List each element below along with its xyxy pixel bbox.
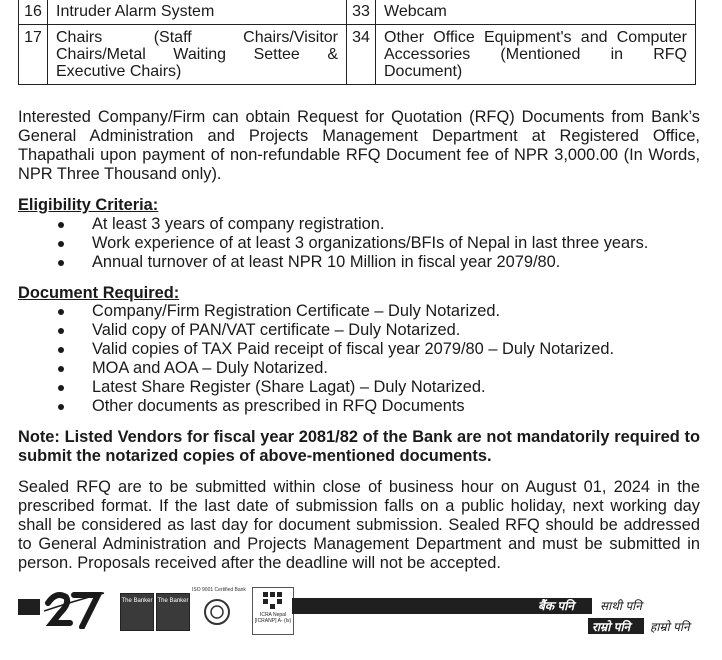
slogan-text: राम्रो पनि xyxy=(592,620,631,634)
list-item: Latest Share Register (Share Lagat) – Duly Notarized. xyxy=(18,378,698,397)
icra-caption: ICRA Nepal [ICRANP] A- (Is) xyxy=(254,612,292,624)
icra-logo-icon xyxy=(261,590,285,610)
item-description: Intruder Alarm System xyxy=(48,0,347,25)
item-description: Other Office Equipment's and Computer Accessories (Mentioned in RFQ Document) xyxy=(376,25,696,85)
submission-paragraph: Sealed RFQ are to be submitted within close of business hour on August 01, 2024 in the prescribed format. If the last date of submission falls on a public holiday, next working day shall be considered as last day for document submission. Sealed RFQ should be addressed to General Administration and Projects Management Department and must be submitted in person. Proposals received after the deadline will not be accepted. xyxy=(18,478,700,572)
note-paragraph: Note: Listed Vendors for fiscal year 2081/82 of the Bank are not mandatorily required to submit the notarized copies of above-mentioned documents. xyxy=(18,428,700,465)
item-number: 34 xyxy=(347,25,376,85)
bullet-icon xyxy=(58,385,64,391)
iso-certification-icon xyxy=(200,597,234,627)
item-description: Webcam xyxy=(376,0,696,25)
bullet-icon xyxy=(58,222,64,228)
anniversary-27-logo xyxy=(44,589,106,629)
items-table xyxy=(18,0,696,85)
eligibility-heading: Eligibility Criteria: xyxy=(18,196,159,214)
intro-paragraph: Interested Company/Firm can obtain Request for Quotation (RFQ) Documents from Bank’s General Administration and Projects Management Department at Registered Office, Thapathali upon payment of non-refundable RFQ Document fee of NPR 3,000.00 (In Words, NPR Three Thousand only). xyxy=(18,108,700,183)
table-row xyxy=(19,25,696,85)
bullet-icon xyxy=(58,260,64,266)
bullet-icon xyxy=(58,366,64,372)
list-item: Valid copies of TAX Paid receipt of fiscal year 2079/80 – Duly Notarized. xyxy=(18,340,698,359)
documents-heading: Document Required: xyxy=(18,284,180,302)
slogan-text: बैंक पनि xyxy=(538,599,574,613)
footer-square xyxy=(18,599,40,615)
bullet-icon xyxy=(58,347,64,353)
slogan-text: हाम्रो पनि xyxy=(650,620,690,634)
table-row xyxy=(19,0,696,25)
item-number: 17 xyxy=(19,25,48,85)
item-number: 33 xyxy=(347,0,376,25)
list-item: Company/Firm Registration Certificate – Duly Notarized. xyxy=(18,302,698,321)
bullet-icon xyxy=(58,241,64,247)
list-item: MOA and AOA – Duly Notarized. xyxy=(18,359,698,378)
iso-certification: ISO 9001 Certified Bank xyxy=(192,587,242,631)
documents-list xyxy=(18,302,698,416)
list-item: At least 3 years of company registration. xyxy=(18,215,698,234)
footer-banner xyxy=(0,585,722,660)
slogan-text: साथी पनि xyxy=(600,599,642,613)
bullet-icon xyxy=(58,328,64,334)
eligibility-list xyxy=(18,215,698,272)
banker-award-badge: The Banker xyxy=(120,593,154,631)
list-item: Valid copy of PAN/VAT certificate – Duly Notarized. xyxy=(18,321,698,340)
list-item: Annual turnover of at least NPR 10 Million in fiscal year 2079/80. xyxy=(18,253,698,272)
icra-rating-badge xyxy=(252,587,294,635)
bullet-icon xyxy=(58,309,64,315)
banker-award-badge: The Banker xyxy=(156,593,190,631)
item-number: 16 xyxy=(19,0,48,25)
bullet-icon xyxy=(58,404,64,410)
item-description: Chairs (Staff Chairs/Visitor Chairs/Metal Waiting Settee & Executive Chairs) xyxy=(48,25,347,85)
list-item: Other documents as prescribed in RFQ Documents xyxy=(18,397,698,416)
list-item: Work experience of at least 3 organizations/BFIs of Nepal in last three years. xyxy=(18,234,698,253)
